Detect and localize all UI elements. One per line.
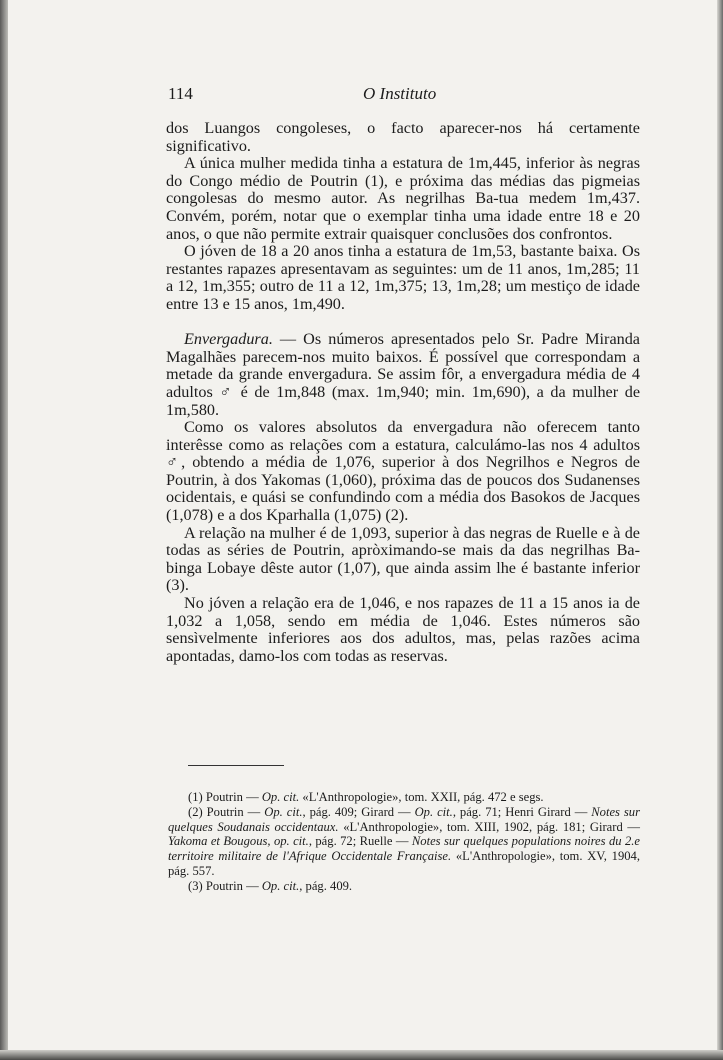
paragraph-2: A única mulher medida tinha a estatura de 1m,445, inferior às negras do Congo médio de Poutrin (1), e próxima das médias das pigmeias congolesas do mesmo autor. As negrilhas Ba-tua medem 1m,437. Convém, porém, notar que o exemplar tinha uma idade entre 18 e 20 anos, o que não permite extrair quaisquer conclusões dos confrontos. <box>166 154 640 243</box>
page-header <box>168 84 640 106</box>
footnotes <box>168 790 640 894</box>
footnote-2: (2) Poutrin — Op. cit., pág. 409; Girard — Op. cit., pág. 71; Henri Girard — Notes sur quelques Soudanais occidentaux. «L'Anthropologie», tom. XIII, 1902, pág. 181; Girard — Yakoma et Bougous, op. cit., pág. 72; Ruelle — Notes sur quelques populations noires du 2.e territoire militaire de l'Afrique Occidentale Française. «L'Anthropologie», tom. XV, 1904, pág. 557. <box>168 804 640 878</box>
page-edge-left <box>0 0 8 1060</box>
paragraph-4-text: — Os números apresentados pelo Sr. Padre Miranda Magalhães parecem-nos muito baixos. É possível que correspondam a metade da grande envergadura. Se assim fôr, a envergadura média de 4 adultos ♂ é de 1m,848 (max. 1m,940; min. 1m,690), a da mulher de 1m,580. <box>166 330 640 419</box>
paragraph-7: No jóven a relação era de 1,046, e nos rapazes de 11 a 15 anos ia de 1,032 a 1,058, sendo em média de 1,046. Estes números são sensìvelmente inferiores aos dos adultos, mas, pelas razões acima apontadas, damo-los com todas as reservas. <box>166 594 640 665</box>
page-number: 114 <box>168 84 193 103</box>
paragraph-5: Como os valores absolutos da envergadura não oferecem tanto interêsse como as relações com a estatura, calculámo-las nos 4 adultos ♂, obtendo a média de 1,076, superior à dos Negrilhos e Negros de Poutrin, à dos Yakomas (1,060), próxima das de poucos dos Sudanenses ocidentais, e quási se confundindo com a média dos Basokos de Jacques (1,078) e a dos Kparhalla (1,075) (2). <box>166 418 640 525</box>
footnote-1: (1) Poutrin — Op. cit. «L'Anthropologie», tom. XXII, pág. 472 e segs. <box>188 790 544 804</box>
page-edge-bottom <box>0 1050 723 1060</box>
section-heading-envergadura: Envergadura. <box>184 330 273 349</box>
body-text <box>166 120 640 665</box>
paragraph-1: dos Luangos congoleses, o facto aparecer-nos há certamente significativo. <box>166 119 640 155</box>
footnote-divider <box>188 765 284 766</box>
paragraph-3: O jóven de 18 a 20 anos tinha a estatura de 1m,53, bastante baixa. Os restantes rapazes apresentavam as seguintes: um de 11 anos, 1m,285; 11 a 12, 1m,355; outro de 11 a 12, 1m,375; 13, 1m,28; um mestiço de idade entre 13 e 15 anos, 1m,490. <box>166 242 640 313</box>
running-title: O Instituto <box>363 84 437 103</box>
footnote-3: (3) Poutrin — Op. cit., pág. 409. <box>188 878 353 893</box>
paragraph-4 <box>166 331 640 419</box>
paragraph-6: A relação na mulher é de 1,093, superior à das negras de Ruelle e à de todas as séries de Poutrin, apròximando-se mais da das negrilhas Ba-binga Lobaye dêste autor (1,07), que ainda assim lhe é bastante inferior (3). <box>166 523 640 595</box>
page-edge-right <box>717 0 723 1060</box>
